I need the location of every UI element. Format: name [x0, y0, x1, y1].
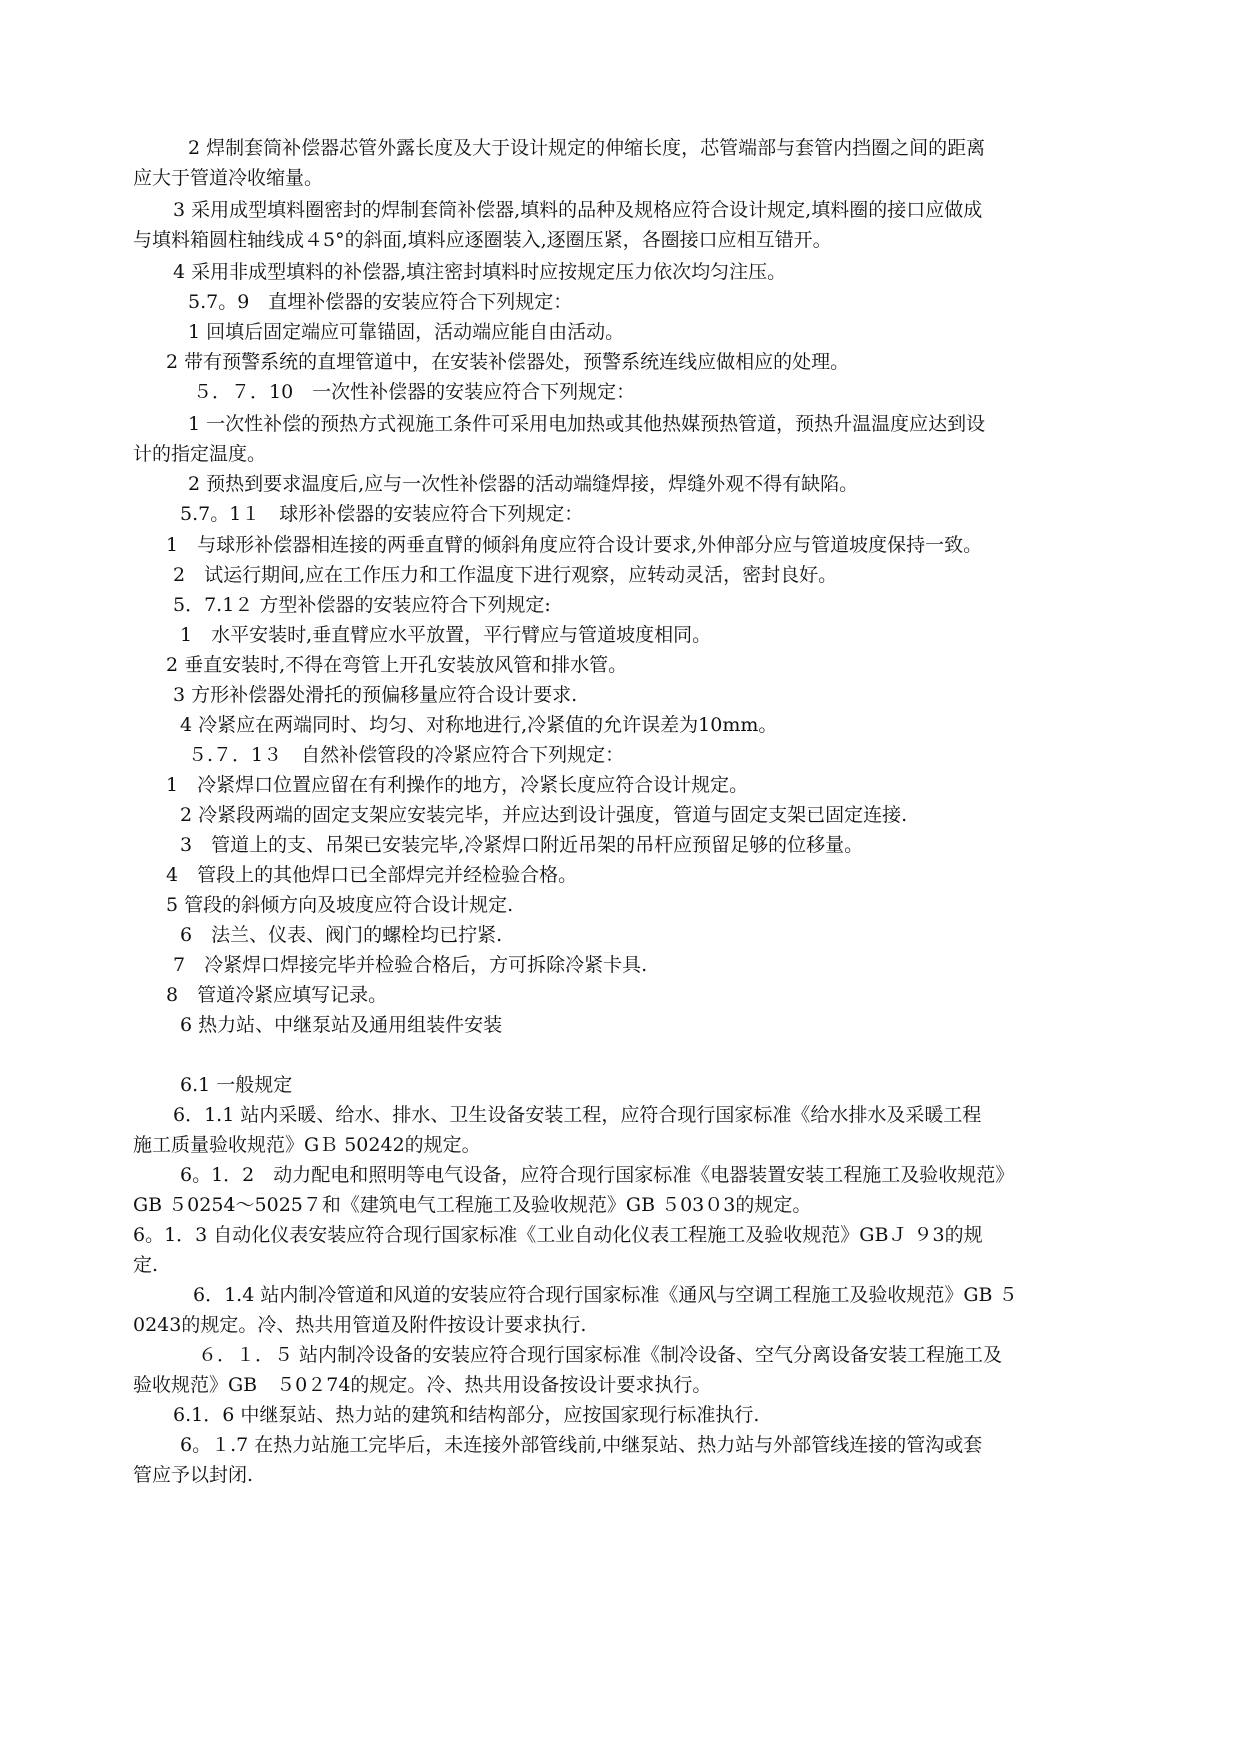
text-line: 6。1．3 自动化仪表安装应符合现行国家标准《工业自动化仪表工程施工及验收规范》GBＪ ９3的规 — [133, 1224, 983, 1246]
text-line: 应大于管道冷收缩量。 — [133, 167, 324, 189]
text-line: 1 冷紧焊口位置应留在有利操作的地方，冷紧长度应符合设计规定。 — [166, 774, 749, 796]
text-line: 6。1．2 动力配电和照明等电气设备，应符合现行国家标准《电器装置安装工程施工及验收规范》 — [180, 1164, 1015, 1186]
text-line: 0243的规定。冷、热共用管道及附件按设计要求执行. — [133, 1314, 587, 1336]
section-heading: 5.7。9 直埋补偿器的安装应符合下列规定： — [188, 291, 573, 313]
text-line: 5 管段的斜倾方向及坡度应符合设计规定. — [166, 894, 514, 916]
text-line: 6．1.1 站内采暖、给水、排水、卫生设备安装工程，应符合现行国家标准《给水排水及采暖工程 — [173, 1104, 982, 1126]
text-line: 定. — [133, 1254, 159, 1276]
text-line: 4 冷紧应在两端同时、均匀、对称地进行,冷紧值的允许误差为10mm。 — [180, 714, 778, 736]
text-line: 3 采用成型填料圈密封的焊制套筒补偿器,填料的品种及规格应符合设计规定,填料圈的接口应做成 — [173, 199, 983, 221]
text-line: 1 回填后固定端应可靠锚固，活动端应能自由活动。 — [188, 321, 625, 343]
text-line: ６．１．５ 站内制冷设备的安装应符合现行国家标准《制冷设备、空气分离设备安装工程施工及 — [198, 1344, 1003, 1366]
section-heading: 6.1 一般规定 — [180, 1074, 293, 1096]
text-line: GB ５0254～5025７和《建筑电气工程施工及验收规范》GB ５03０3的规定。 — [133, 1194, 812, 1216]
section-heading: ５．７．10 一次性补偿器的安装应符合下列规定： — [193, 381, 636, 403]
text-line: 与填料箱圆柱轴线成４5°的斜面,填料应逐圈装入,逐圈压紧，各圈接口应相互错开。 — [133, 229, 832, 251]
text-line: 1 一次性补偿的预热方式视施工条件可采用电加热或其他热媒预热管道，预热升温温度应达到设 — [188, 413, 986, 435]
text-line: 1 与球形补偿器相连接的两垂直臂的倾斜角度应符合设计要求,外伸部分应与管道坡度保持一致。 — [166, 534, 983, 556]
text-line: 6.1．6 中继泵站、热力站的建筑和结构部分，应按国家现行标准执行. — [173, 1404, 760, 1426]
text-line: 4 管段上的其他焊口已全部焊完并经检验合格。 — [166, 864, 578, 886]
chapter-heading: 6 热力站、中继泵站及通用组装件安装 — [180, 1014, 503, 1036]
text-line: 计的指定温度。 — [133, 443, 267, 465]
text-line: 4 采用非成型填料的补偿器,填注密封填料时应按规定压力依次均匀注压。 — [173, 261, 787, 283]
text-line: 7 冷紧焊口焊接完毕并检验合格后，方可拆除冷紧卡具. — [173, 954, 648, 976]
text-line: 验收规范》GB ５0２74的规定。冷、热共用设备按设计要求执行。 — [133, 1374, 712, 1396]
text-line: 1 水平安装时,垂直臂应水平放置，平行臂应与管道坡度相同。 — [180, 624, 712, 646]
text-line: 2 垂直安装时,不得在弯管上开孔安装放风管和排水管。 — [166, 654, 628, 676]
section-heading: 5．7.1２ 方型补偿器的安装应符合下列规定: — [173, 594, 551, 616]
text-line: 2 焊制套筒补偿器芯管外露长度及大于设计规定的伸缩长度，芯管端部与套管内挡圈之间的距离 — [188, 137, 986, 159]
text-line: 2 试运行期间,应在工作压力和工作温度下进行观察，应转动灵活，密封良好。 — [173, 564, 838, 586]
text-line: 3 方形补偿器处滑托的预偏移量应符合设计要求. — [173, 684, 578, 706]
text-line: 2 冷紧段两端的固定支架应安装完毕，并应达到设计强度，管道与固定支架已固定连接. — [180, 804, 908, 826]
text-line: 施工质量验收规范》GＢ 50242的规定。 — [133, 1134, 481, 1156]
text-line: 管应予以封闭. — [133, 1464, 254, 1486]
text-line: 2 预热到要求温度后,应与一次性补偿器的活动端缝焊接，焊缝外观不得有缺陷。 — [188, 473, 859, 495]
section-heading: ５.７．1３ 自然补偿管段的冷紧应符合下列规定： — [188, 744, 625, 766]
text-line: 6。１.7 在热力站施工完毕后，未连接外部管线前,中继泵站、热力站与外部管线连接的管沟或套 — [180, 1434, 983, 1456]
text-line: 8 管道冷紧应填写记录。 — [166, 984, 388, 1006]
text-line: 3 管道上的支、吊架已安装完毕,冷紧焊口附近吊架的吊杆应预留足够的位移量。 — [180, 834, 864, 856]
text-line: 6．1.4 站内制冷管道和风道的安装应符合现行国家标准《通风与空调工程施工及验收规范》GB ５ — [193, 1284, 1018, 1306]
text-line: 6 法兰、仪表、阀门的螺栓均已拧紧. — [180, 924, 503, 946]
text-line: 2 带有预警系统的直埋管道中，在安装补偿器处，预警系统连线应做相应的处理。 — [166, 351, 850, 373]
section-heading: 5.7。1１ 球形补偿器的安装应符合下列规定： — [180, 503, 584, 525]
